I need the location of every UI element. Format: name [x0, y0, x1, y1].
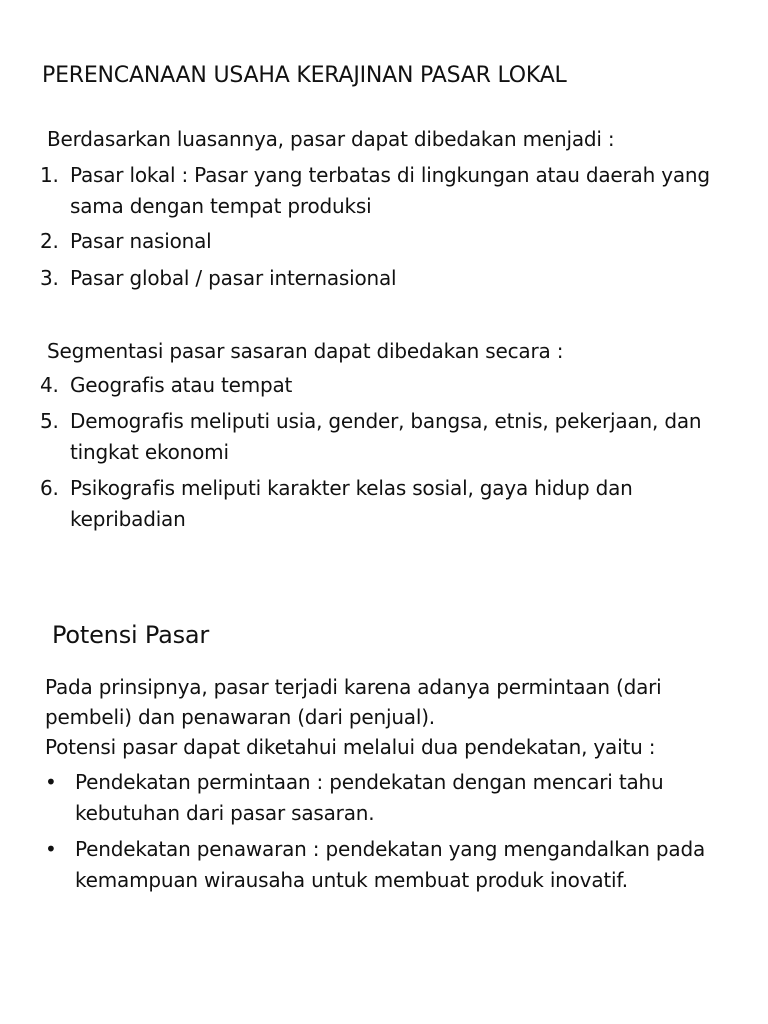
- list-item-text: Geografis atau tempat: [70, 373, 293, 397]
- list-number: 2.: [40, 229, 59, 253]
- list-item: [40, 370, 720, 401]
- list-number: 3.: [40, 266, 59, 290]
- list-item: [40, 406, 720, 468]
- list-item: [40, 473, 720, 535]
- list-number: 4.: [40, 373, 59, 397]
- intro-text-market-size: Berdasarkan luasannya, pasar dapat dibedakan menjadi :: [47, 127, 615, 151]
- list-item-text: Pasar global / pasar internasional: [70, 266, 397, 290]
- list-item-text: Demografis meliputi usia, gender, bangsa, etnis, pekerjaan, dan tingkat ekonomi: [70, 409, 702, 464]
- page-title: PERENCANAAN USAHA KERAJINAN PASAR LOKAL: [42, 63, 567, 88]
- bullet-item: [45, 834, 725, 896]
- bullet-icon: •: [45, 837, 57, 861]
- list-item: [40, 226, 720, 257]
- list-number: 6.: [40, 476, 59, 500]
- list-item: [40, 160, 720, 222]
- section-title: Potensi Pasar: [52, 621, 210, 649]
- list-item-text: Pasar nasional: [70, 229, 212, 253]
- paragraph: Pada prinsipnya, pasar terjadi karena adanya permintaan (dari pembeli) dan penawaran (dari penjual).: [45, 675, 662, 729]
- paragraph: Potensi pasar dapat diketahui melalui dua pendekatan, yaitu :: [45, 735, 656, 759]
- list-item: [40, 263, 720, 294]
- bullet-item-text: Pendekatan permintaan : pendekatan dengan mencari tahu kebutuhan dari pasar sasaran.: [75, 770, 664, 825]
- list-number: 5.: [40, 409, 59, 433]
- intro-text-segmentation: Segmentasi pasar sasaran dapat dibedakan secara :: [47, 339, 564, 363]
- list-item-text: Psikografis meliputi karakter kelas sosial, gaya hidup dan kepribadian: [70, 476, 633, 531]
- bullet-item: [45, 767, 725, 829]
- bullet-icon: •: [45, 770, 57, 794]
- bullet-item-text: Pendekatan penawaran : pendekatan yang mengandalkan pada kemampuan wirausaha untuk membuat produk inovatif.: [75, 837, 706, 892]
- list-item-text: Pasar lokal : Pasar yang terbatas di lingkungan atau daerah yang sama dengan tempat produksi: [70, 163, 710, 218]
- list-number: 1.: [40, 163, 59, 187]
